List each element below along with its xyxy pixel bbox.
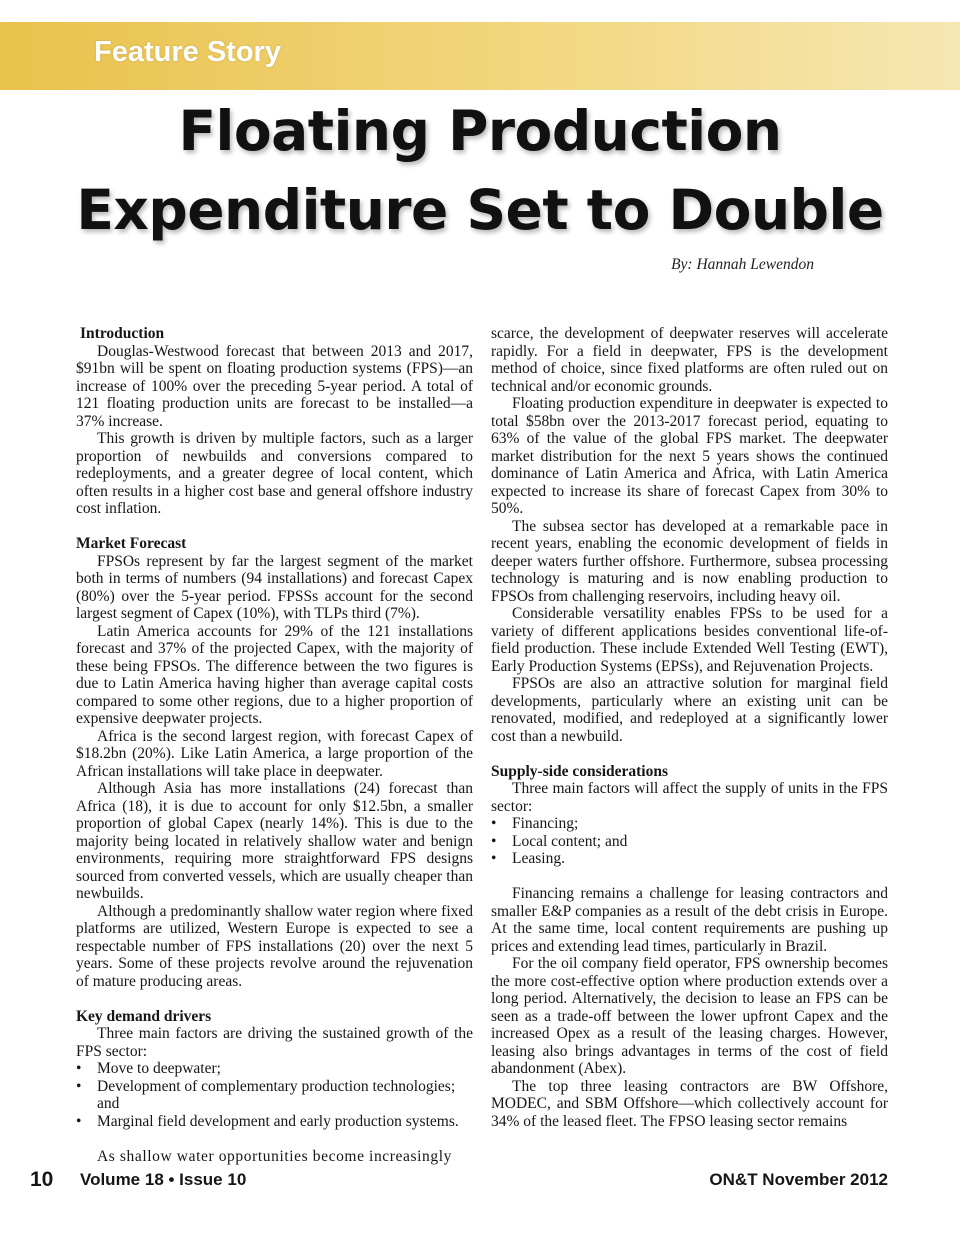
paragraph: Latin America accounts for 29% of the 121 installations forecast and 37% of the projected Capex, with the majority of these being FPSOs. The difference between the two figures is due to Latin America having higher than average capital costs compared to some other regions, due to a higher proportion of expensive deepwater projects. (76, 622, 473, 727)
supply-side-heading: Supply-side considerations (491, 762, 669, 780)
right-column (491, 325, 888, 1130)
page-footer (0, 1168, 960, 1194)
page-number: 10 (30, 1168, 54, 1191)
supply-list (491, 815, 888, 868)
list-item: • Move to deepwater; (76, 1060, 221, 1077)
paragraph: For the oil company field operator, FPS ownership becomes the more cost-effective option where production extends over a long period. Alternatively, the decision to lease an FPS can be seen as a trade-off between the lower upfront Capex and the increased Opex as a result of the leasing charges. However, leasing also brings advantages in terms of the cost of field abandonment (Abex). (491, 955, 888, 1077)
list-item: • Local content; and (491, 832, 628, 850)
paragraph: Floating production expenditure in deepwater is expected to total $58bn over the 2013-2017 forecast period, equating to 63% of the value of the global FPS market. The deepwater market distribution for the next 5 years shows the continued dominance of Latin America and Africa, with Latin America expected to increase its share of forecast Capex from 30% to 50%. (491, 395, 888, 517)
title-line-2: Expenditure Set to Double (76, 178, 884, 242)
paragraph: The top three leasing contractors are BW Offshore, MODEC, and SBM Offshore—which collectively account for 34% of the leased fleet. The FPSO leasing sector remains (491, 1077, 888, 1130)
paragraph: Considerable versatility enables FPSs to be used for a variety of different applications besides conventional life-of-field production. These include Extended Well Testing (EWT), Early Production Systems (EPSs), and Rejuvenation Projects. (491, 605, 888, 675)
article-title (0, 92, 960, 250)
paragraph: This growth is driven by multiple factors, such as a larger proportion of newbuilds and conversions compared to redeployments, and a greater degree of local content, which often results in a higher cost base and general offshore industry cost inflation. (76, 430, 473, 517)
intro-heading: Introduction (80, 325, 165, 342)
bullet: • (76, 1077, 82, 1095)
market-forecast-heading: Market Forecast (76, 535, 187, 552)
publication-label: ON&T November 2012 (709, 1170, 888, 1189)
byline: By: Hannah Lewendon (671, 256, 814, 273)
section-banner (0, 22, 960, 90)
bullet: • (76, 1112, 82, 1130)
paragraph: The subsea sector has developed at a remarkable pace in recent years, enabling the economic development of fields in deeper waters further offshore. Furthermore, subsea processing technology is maturing and is now enabling production to FPSOs from challenging reservoirs, including heavy oil. (491, 517, 888, 605)
paragraph: Douglas-Westwood forecast that between 2013 and 2017, $91bn will be spent on floating production systems (FPS)—an increase of 100% over the preceding 5-year period. A total of 121 floating production units are forecast to be installed—a 37% increase. (76, 342, 473, 430)
paragraph: Financing remains a challenge for leasing contractors and smaller E&P companies as a result of the debt crisis in Europe. At the same time, local content requirements are pushing up prices and extending lead times, particularly in Brazil. (491, 885, 888, 955)
paragraph: Although a predominantly shallow water region where fixed platforms are utilized, Western Europe is expected to see a respectable number of FPS installations (20) over the next 5 years. Some of these projects revolve around the rejuvenation of mature producing areas. (76, 902, 473, 990)
list-item: • Development of complementary production technologies; and (76, 1077, 456, 1112)
bullet: • (491, 850, 497, 867)
bullet: • (491, 832, 497, 850)
paragraph: FPSOs represent by far the largest segment of the market both in terms of numbers (94 installations) and forecast Capex (80%) over the 5-year period. FPSSs account for the second largest segment of Capex (10%), with TLPs third (7%). (76, 552, 473, 622)
paragraph: Three main factors are driving the sustained growth of the FPS sector: (76, 1025, 473, 1060)
paragraph: Although Asia has more installations (24) forecast than Africa (18), it is due to account for only $12.5bn, a smaller proportion of global Capex (nearly 14%). This is due to the majority being located in relatively shallow water and benign environments, requiring more straightforward FPS designs sourced from converted vessels, which are usually cheaper than newbuilds. (76, 780, 473, 902)
left-column (76, 325, 473, 1165)
paragraph: scarce, the development of deepwater reserves will accelerate rapidly. For a field in deepwater, FPS is the development method of choice, since fixed platforms are often ruled out on technical and/or economic grounds. (491, 325, 888, 395)
paragraph: Three main factors will affect the supply of units in the FPS sector: (491, 780, 888, 815)
drivers-list (76, 1060, 473, 1130)
paragraph: As shallow water opportunities become increasingly (97, 1147, 452, 1165)
issue-label: Volume 18 • Issue 10 (80, 1170, 247, 1189)
key-demand-drivers-heading: Key demand drivers (76, 1007, 212, 1025)
bullet: • (76, 1060, 82, 1077)
paragraph: FPSOs are also an attractive solution for marginal field developments, particularly where an existing unit can be renovated, modified, and redeployed at a significantly lower cost than a newbuild. (491, 675, 888, 745)
section-label: Feature Story (94, 36, 281, 68)
list-item: • Financing; (491, 815, 579, 832)
list-item: • Marginal field development and early production systems. (76, 1112, 459, 1130)
list-item: • Leasing. (491, 850, 565, 867)
title-line-1: Floating Production (178, 99, 782, 163)
paragraph: Africa is the second largest region, with forecast Capex of $18.2bn (20%). Like Latin America, a large proportion of the African installations will take place in deepwater. (76, 727, 473, 780)
bullet: • (491, 815, 497, 832)
